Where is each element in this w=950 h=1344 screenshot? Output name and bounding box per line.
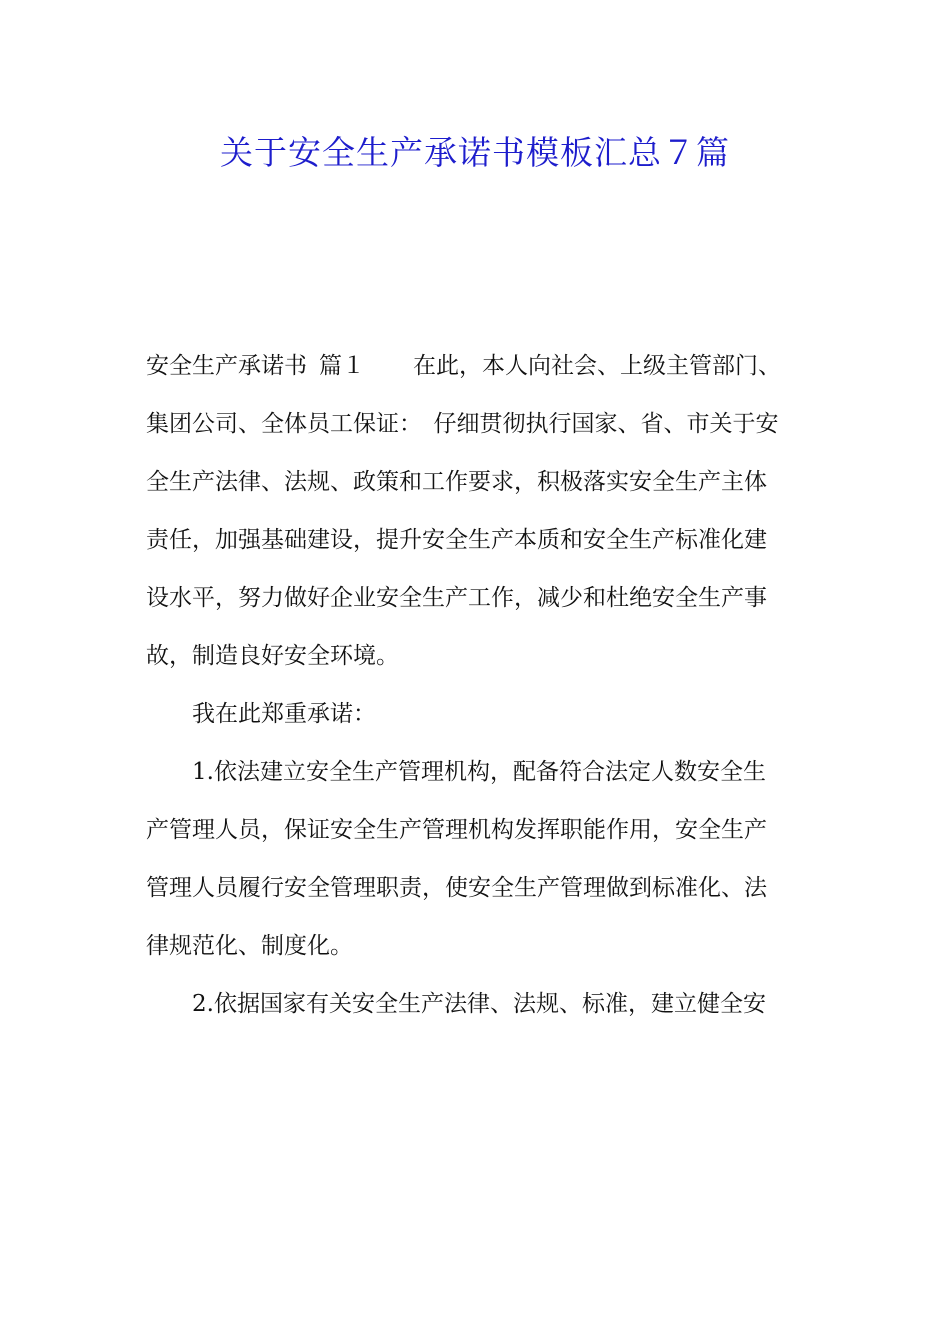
- body-line: 全生产法律、法规、政策和工作要求，积极落实安全生产主体: [146, 469, 767, 495]
- body-line: 产管理人员，保证安全生产管理机构发挥职能作用，安全生产: [146, 817, 767, 843]
- body-line: 管理人员履行安全管理职责，使安全生产管理做到标准化、法: [146, 875, 767, 901]
- heading-label: 安全生产承诺书: [146, 353, 307, 379]
- first-line: [146, 337, 806, 395]
- body-line: 集团公司、全体员工保证： 仔细贯彻执行国家、省、市关于安: [146, 411, 779, 437]
- body-line: 我在此郑重承诺：: [192, 701, 376, 727]
- body-line: 故，制造良好安全环境。: [146, 643, 399, 669]
- document-body: [146, 337, 806, 1033]
- body-line: 设水平，努力做好企业安全生产工作，减少和杜绝安全生产事: [146, 585, 767, 611]
- body-line: 1.依法建立安全生产管理机构，配备符合法定人数安全生: [192, 759, 766, 785]
- body-line: 律规范化、制度化。: [146, 933, 353, 959]
- document-title: 关于安全生产承诺书模板汇总７篇: [220, 133, 730, 172]
- body-line: 责任，加强基础建设，提升安全生产本质和安全生产标准化建: [146, 527, 767, 553]
- body-line: 在此，本人向社会、上级主管部门、: [413, 353, 781, 379]
- heading-number: 篇１: [319, 353, 365, 379]
- body-line: 2.依据国家有关安全生产法律、法规、标准，建立健全安: [192, 991, 766, 1017]
